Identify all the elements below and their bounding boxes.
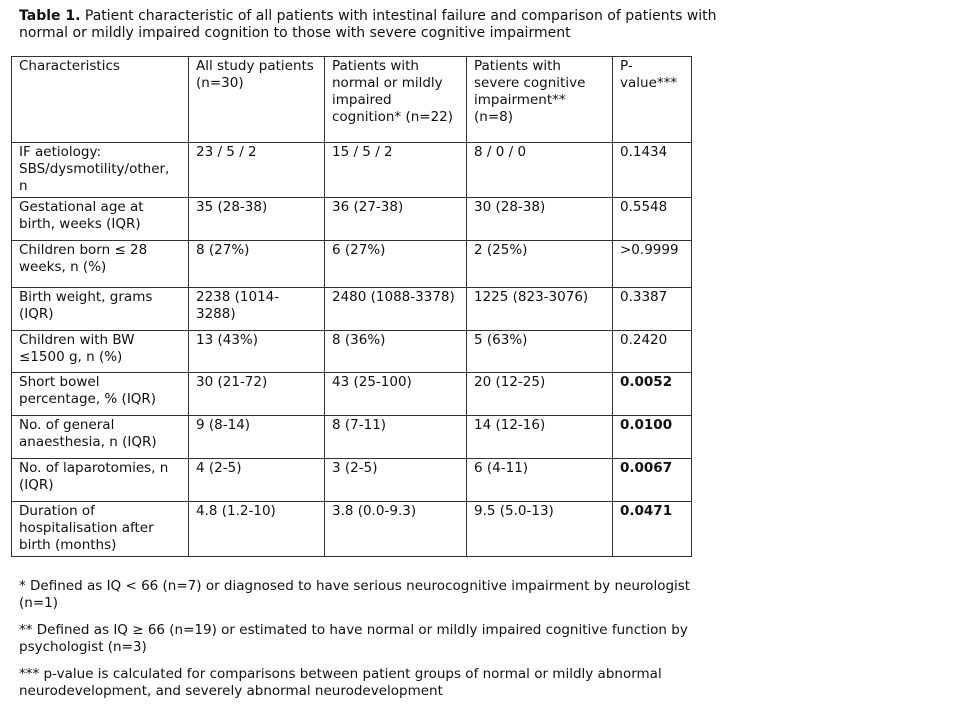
row-label-cell: IF aetiology: SBS/dysmotility/other, n bbox=[12, 143, 189, 198]
value-cell: 13 (43%) bbox=[189, 331, 325, 373]
header-cell-severe-impairment: Patients with severe cognitive impairment** (n=8) bbox=[467, 57, 613, 143]
table-row bbox=[12, 373, 692, 416]
row-label-cell: No. of laparotomies, n (IQR) bbox=[12, 459, 189, 502]
header-cell-normal-cognition: Patients with normal or mildly impaired cognition* (n=22) bbox=[325, 57, 467, 143]
value-cell: 3.8 (0.0-9.3) bbox=[325, 502, 467, 557]
value-cell: 4.8 (1.2-10) bbox=[189, 502, 325, 557]
value-cell: 6 (4-11) bbox=[467, 459, 613, 502]
value-cell: 9.5 (5.0-13) bbox=[467, 502, 613, 557]
value-cell: 5 (63%) bbox=[467, 331, 613, 373]
table-row bbox=[12, 331, 692, 373]
row-label-cell: No. of general anaesthesia, n (IQR) bbox=[12, 416, 189, 459]
value-cell: 8 (36%) bbox=[325, 331, 467, 373]
value-cell: 8 (27%) bbox=[189, 241, 325, 288]
p-value-cell: 0.0052 bbox=[613, 373, 692, 416]
table-row bbox=[12, 288, 692, 331]
value-cell: 23 / 5 / 2 bbox=[189, 143, 325, 198]
patient-characteristics-table bbox=[11, 56, 692, 557]
value-cell: 20 (12-25) bbox=[467, 373, 613, 416]
value-cell: 14 (12-16) bbox=[467, 416, 613, 459]
p-value-cell: 0.1434 bbox=[613, 143, 692, 198]
p-value-cell: >0.9999 bbox=[613, 241, 692, 288]
value-cell: 15 / 5 / 2 bbox=[325, 143, 467, 198]
value-cell: 2480 (1088-3378) bbox=[325, 288, 467, 331]
row-label-cell: Children born ≤ 28 weeks, n (%) bbox=[12, 241, 189, 288]
footnote-double-asterisk: ** Defined as IQ ≥ 66 (n=19) or estimated to have normal or mildly impaired cognitive function by psychologist (n=3) bbox=[19, 622, 688, 655]
p-value-cell: 0.0067 bbox=[613, 459, 692, 502]
table-row bbox=[12, 241, 692, 288]
table-header-row bbox=[12, 57, 692, 143]
value-cell: 6 (27%) bbox=[325, 241, 467, 288]
table-row bbox=[12, 416, 692, 459]
p-value-cell: 0.3387 bbox=[613, 288, 692, 331]
value-cell: 30 (21-72) bbox=[189, 373, 325, 416]
value-cell: 2238 (1014-3288) bbox=[189, 288, 325, 331]
value-cell: 8 / 0 / 0 bbox=[467, 143, 613, 198]
table-caption-label: Table 1. bbox=[19, 8, 81, 24]
table-row bbox=[12, 459, 692, 502]
value-cell: 8 (7-11) bbox=[325, 416, 467, 459]
header-cell-characteristics: Characteristics bbox=[12, 57, 189, 143]
footnote-single-asterisk: * Defined as IQ < 66 (n=7) or diagnosed to have serious neurocognitive impairment by neurologist (n=1) bbox=[19, 578, 691, 611]
row-label-cell: Children with BW ≤1500 g, n (%) bbox=[12, 331, 189, 373]
row-label-cell: Duration of hospitalisation after birth (months) bbox=[12, 502, 189, 557]
p-value-cell: 0.0100 bbox=[613, 416, 692, 459]
p-value-cell: 0.0471 bbox=[613, 502, 692, 557]
table-caption bbox=[19, 8, 719, 42]
table-row bbox=[12, 502, 692, 557]
value-cell: 35 (28-38) bbox=[189, 198, 325, 241]
value-cell: 1225 (823-3076) bbox=[467, 288, 613, 331]
p-value-cell: 0.5548 bbox=[613, 198, 692, 241]
value-cell: 36 (27-38) bbox=[325, 198, 467, 241]
table-row bbox=[12, 198, 692, 241]
table-row bbox=[12, 143, 692, 198]
value-cell: 43 (25-100) bbox=[325, 373, 467, 416]
table-caption-text: Patient characteristic of all patients with intestinal failure and comparison of patients with normal or mildly impaired cognition to those with severe cognitive impairment bbox=[19, 8, 717, 41]
header-cell-p-value: P-value*** bbox=[613, 57, 692, 143]
p-value-cell: 0.2420 bbox=[613, 331, 692, 373]
header-cell-all-patients: All study patients (n=30) bbox=[189, 57, 325, 143]
value-cell: 4 (2-5) bbox=[189, 459, 325, 502]
value-cell: 2 (25%) bbox=[467, 241, 613, 288]
row-label-cell: Short bowel percentage, % (IQR) bbox=[12, 373, 189, 416]
value-cell: 9 (8-14) bbox=[189, 416, 325, 459]
value-cell: 3 (2-5) bbox=[325, 459, 467, 502]
footnote-triple-asterisk: *** p-value is calculated for comparisons between patient groups of normal or mildly abnormal neurodevelopment, and severely abnormal neurodevelopment bbox=[19, 666, 662, 699]
table-footnotes bbox=[19, 578, 719, 710]
row-label-cell: Gestational age at birth, weeks (IQR) bbox=[12, 198, 189, 241]
row-label-cell: Birth weight, grams (IQR) bbox=[12, 288, 189, 331]
value-cell: 30 (28-38) bbox=[467, 198, 613, 241]
